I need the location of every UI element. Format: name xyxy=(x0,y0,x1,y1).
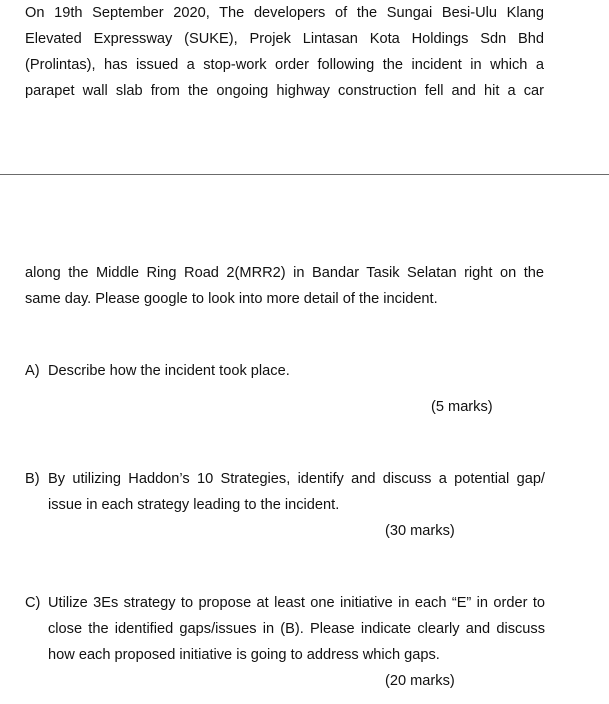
intro-line-5: along the Middle Ring Road 2(MRR2) in Bandar Tasik Selatan right on the xyxy=(25,265,544,281)
question-b-letter: B) xyxy=(25,471,40,487)
intro-line-4: parapet wall slab from the ongoing highway construction fell and hit a car xyxy=(25,83,544,99)
question-b-marks: (30 marks) xyxy=(385,523,455,539)
question-a-marks: (5 marks) xyxy=(431,399,493,415)
question-b-line-1: By utilizing Haddon’s 10 Strategies, identify and discuss a potential gap/ xyxy=(48,471,545,487)
question-c-line-1: Utilize 3Es strategy to propose at least one initiative in each “E” in order to xyxy=(48,595,545,611)
question-a xyxy=(25,358,545,384)
page-break-divider xyxy=(0,174,609,175)
question-c xyxy=(25,590,545,668)
question-c-line-3: how each proposed initiative is going to address which gaps. xyxy=(48,647,440,663)
intro-line-1: On 19th September 2020, The developers of the Sungai Besi-Ulu Klang xyxy=(25,5,544,21)
intro-paragraph-part2 xyxy=(25,260,544,312)
question-a-line-1: Describe how the incident took place. xyxy=(48,363,290,379)
intro-line-3: (Prolintas), has issued a stop-work order following the incident in which a xyxy=(25,57,544,73)
question-a-letter: A) xyxy=(25,363,40,379)
intro-line-2: Elevated Expressway (SUKE), Projek Lintasan Kota Holdings Sdn Bhd xyxy=(25,31,544,47)
question-c-letter: C) xyxy=(25,595,41,611)
question-b-line-2: issue in each strategy leading to the incident. xyxy=(48,497,340,513)
intro-paragraph-part1 xyxy=(25,0,544,104)
intro-line-6: same day. Please google to look into more detail of the incident. xyxy=(25,291,438,307)
question-c-line-2: close the identified gaps/issues in (B). Please indicate clearly and discuss xyxy=(48,621,545,637)
question-b xyxy=(25,466,545,518)
question-c-marks: (20 marks) xyxy=(385,673,455,689)
